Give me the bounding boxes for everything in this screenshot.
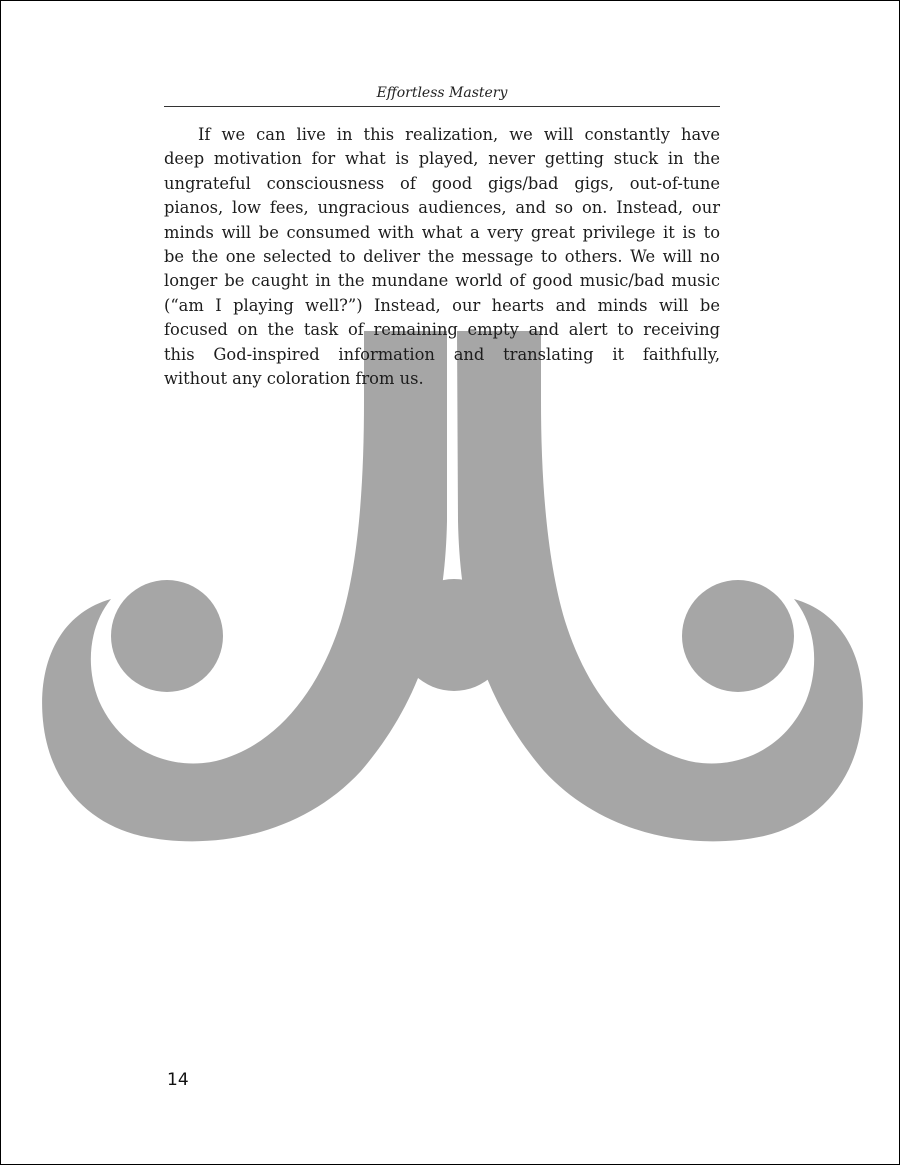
paragraph-line: longer be caught in the mundane world of good music/bad music [164, 271, 720, 291]
paragraph-line: If we can live in this realization, we will constantly have [198, 125, 720, 144]
ornament-left-stem [42, 331, 447, 841]
paragraph-line: without any coloration from us. [164, 369, 424, 389]
paragraph-line: minds will be consumed with what a very great privilege it is to [164, 222, 720, 242]
body-paragraph [164, 123, 720, 391]
paragraph-line: ungrateful consciousness of good gigs/bad gigs, out-of-tune [164, 173, 720, 193]
paragraph-line: deep motivation for what is played, never getting stuck in the [164, 149, 720, 169]
ornament-center-ball [398, 579, 510, 691]
paragraph-line: this God-inspired information and translating it faithfully, [164, 344, 720, 364]
paragraph-line: (“am I playing well?”) Instead, our hearts and minds will be [164, 295, 720, 315]
paragraph-line: pianos, low fees, ungracious audiences, and so on. Instead, our [164, 198, 720, 218]
ornament-left-ball [111, 580, 223, 692]
running-header-title: Effortless Mastery [376, 85, 508, 101]
page-number: 14 [167, 1070, 189, 1090]
paragraph-line: focused on the task of remaining empty and alert to receiving [164, 320, 720, 340]
ornament-right-stem [457, 331, 863, 841]
ornament-right-ball [682, 580, 794, 692]
paragraph-line: be the one selected to deliver the message to others. We will no [164, 247, 720, 267]
